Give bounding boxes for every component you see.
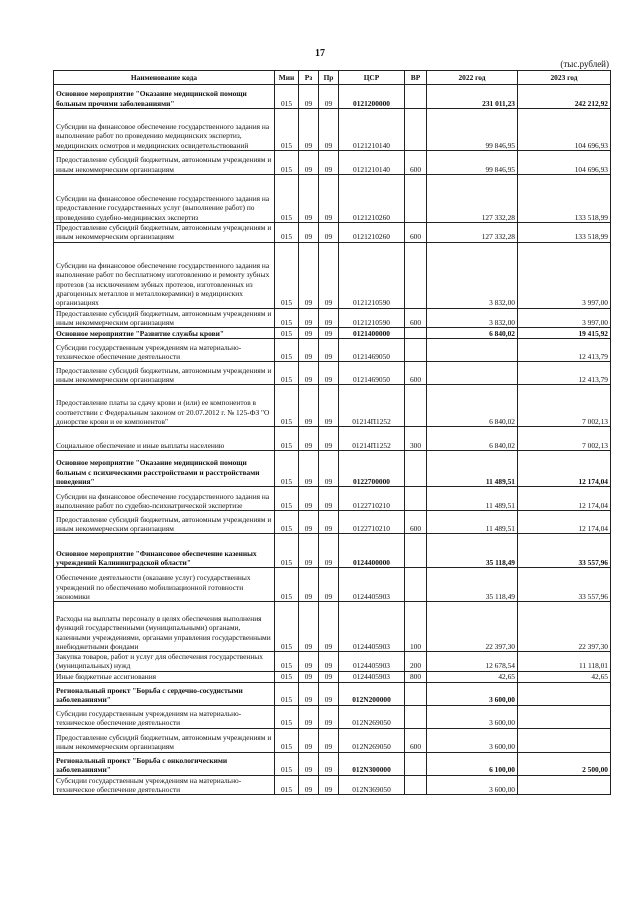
row-vr bbox=[405, 487, 427, 511]
row-rz: 09 bbox=[299, 308, 319, 328]
row-vr bbox=[405, 328, 427, 339]
row-min: 015 bbox=[275, 175, 299, 223]
table-row bbox=[54, 339, 611, 362]
row-vr bbox=[405, 339, 427, 362]
row-rz: 09 bbox=[299, 568, 319, 602]
row-2023: 104 696,93 bbox=[518, 151, 611, 175]
row-2022: 35 118,49 bbox=[427, 534, 518, 568]
row-min: 015 bbox=[275, 451, 299, 487]
row-min: 015 bbox=[275, 682, 299, 705]
row-name: Субсидии государственным учреждениям на материально-техническое обеспечение деятельности bbox=[54, 775, 275, 795]
header-col-vr: ВР bbox=[405, 71, 427, 85]
row-rz: 09 bbox=[299, 427, 319, 451]
table-header-row bbox=[54, 71, 611, 85]
row-name: Предоставление субсидий бюджетным, автономным учреждениям и иным некоммерческим организациям bbox=[54, 223, 275, 243]
row-pr: 09 bbox=[319, 705, 339, 728]
row-2022: 3 600,00 bbox=[427, 728, 518, 752]
row-csr: 0124405903 bbox=[339, 568, 405, 602]
row-2023: 3 997,00 bbox=[518, 308, 611, 328]
row-csr: 0124405903 bbox=[339, 671, 405, 682]
row-csr: 0124405903 bbox=[339, 652, 405, 672]
row-2023: 11 118,01 bbox=[518, 652, 611, 672]
table-row bbox=[54, 705, 611, 728]
row-rz: 09 bbox=[299, 223, 319, 243]
row-2022 bbox=[427, 339, 518, 362]
row-2023: 33 557,96 bbox=[518, 534, 611, 568]
row-2022: 3 600,00 bbox=[427, 775, 518, 795]
row-2022: 99 846,95 bbox=[427, 109, 518, 151]
row-2023: 133 518,99 bbox=[518, 223, 611, 243]
row-2023: 12 174,04 bbox=[518, 451, 611, 487]
row-2022: 6 840,02 bbox=[427, 427, 518, 451]
row-name: Предоставление субсидий бюджетным, автономным учреждениям и иным некоммерческим организациям bbox=[54, 308, 275, 328]
row-pr: 09 bbox=[319, 728, 339, 752]
row-csr: 01214П1252 bbox=[339, 427, 405, 451]
row-name: Основное мероприятие "Оказание медицинской помощи больным с психическими расстройствами и расстройствами поведения" bbox=[54, 451, 275, 487]
row-2022: 6 840,02 bbox=[427, 328, 518, 339]
row-rz: 09 bbox=[299, 328, 319, 339]
row-csr: 012N369050 bbox=[339, 775, 405, 795]
row-2023 bbox=[518, 728, 611, 752]
row-2023: 104 696,93 bbox=[518, 109, 611, 151]
row-name: Субсидии государственным учреждениям на материально-техническое обеспечение деятельности bbox=[54, 705, 275, 728]
header-col-min: Мин bbox=[275, 71, 299, 85]
row-2023: 242 212,92 bbox=[518, 85, 611, 109]
budget-table bbox=[53, 70, 611, 795]
row-vr: 800 bbox=[405, 671, 427, 682]
header-col-csr: ЦСР bbox=[339, 71, 405, 85]
row-2023: 22 397,30 bbox=[518, 602, 611, 652]
row-2022: 3 832,00 bbox=[427, 242, 518, 308]
row-min: 015 bbox=[275, 652, 299, 672]
row-csr: 0121210260 bbox=[339, 175, 405, 223]
header-col-pr: Пр bbox=[319, 71, 339, 85]
row-csr: 0121469050 bbox=[339, 339, 405, 362]
row-rz: 09 bbox=[299, 487, 319, 511]
row-2022: 11 489,51 bbox=[427, 511, 518, 534]
row-2023 bbox=[518, 705, 611, 728]
row-pr: 09 bbox=[319, 451, 339, 487]
row-2022: 6 840,02 bbox=[427, 385, 518, 427]
row-csr: 0124400000 bbox=[339, 534, 405, 568]
table-row bbox=[54, 682, 611, 705]
row-2022: 11 489,51 bbox=[427, 451, 518, 487]
row-rz: 09 bbox=[299, 109, 319, 151]
row-vr bbox=[405, 752, 427, 775]
row-vr bbox=[405, 705, 427, 728]
row-pr: 09 bbox=[319, 427, 339, 451]
row-min: 015 bbox=[275, 339, 299, 362]
row-vr bbox=[405, 385, 427, 427]
row-min: 015 bbox=[275, 752, 299, 775]
row-name: Региональный проект "Борьба с онкологическими заболеваниями" bbox=[54, 752, 275, 775]
row-csr: 012N200000 bbox=[339, 682, 405, 705]
row-min: 015 bbox=[275, 775, 299, 795]
page-number: 17 bbox=[315, 48, 325, 59]
table-row bbox=[54, 242, 611, 308]
row-csr: 012N269050 bbox=[339, 705, 405, 728]
row-vr bbox=[405, 775, 427, 795]
row-2022: 99 846,95 bbox=[427, 151, 518, 175]
row-min: 015 bbox=[275, 151, 299, 175]
row-pr: 09 bbox=[319, 362, 339, 385]
row-name: Субсидии государственным учреждениям на материально-техническое обеспечение деятельности bbox=[54, 339, 275, 362]
row-vr bbox=[405, 534, 427, 568]
row-min: 015 bbox=[275, 511, 299, 534]
row-2023: 12 174,04 bbox=[518, 487, 611, 511]
row-csr: 0121469050 bbox=[339, 362, 405, 385]
row-pr: 09 bbox=[319, 775, 339, 795]
row-pr: 09 bbox=[319, 308, 339, 328]
row-pr: 09 bbox=[319, 671, 339, 682]
row-2022: 42,65 bbox=[427, 671, 518, 682]
row-pr: 09 bbox=[319, 652, 339, 672]
row-min: 015 bbox=[275, 328, 299, 339]
row-pr: 09 bbox=[319, 511, 339, 534]
table-row bbox=[54, 602, 611, 652]
row-2022: 3 832,00 bbox=[427, 308, 518, 328]
row-2023: 133 518,99 bbox=[518, 175, 611, 223]
row-min: 015 bbox=[275, 568, 299, 602]
row-csr: 012N269050 bbox=[339, 728, 405, 752]
table-row bbox=[54, 728, 611, 752]
row-2022: 3 600,00 bbox=[427, 705, 518, 728]
row-name: Закупка товаров, работ и услуг для обеспечения государственных (муниципальных) нужд bbox=[54, 652, 275, 672]
row-pr: 09 bbox=[319, 109, 339, 151]
row-vr bbox=[405, 568, 427, 602]
row-name: Субсидии на финансовое обеспечение государственного задания на выполнение работ по бесплатному изготовлению и ремонту зубных протезов (за исключением зубных протезов, изготовленных из драгоценных металлов и металлокерамики) в медицинских организациях bbox=[54, 242, 275, 308]
row-min: 015 bbox=[275, 385, 299, 427]
row-vr bbox=[405, 242, 427, 308]
table-row bbox=[54, 151, 611, 175]
row-2023: 12 174,04 bbox=[518, 511, 611, 534]
row-vr bbox=[405, 85, 427, 109]
row-min: 015 bbox=[275, 109, 299, 151]
row-2023: 12 413,79 bbox=[518, 362, 611, 385]
row-name: Социальное обеспечение и иные выплаты населению bbox=[54, 427, 275, 451]
header-col-name: Наименование кода bbox=[54, 71, 275, 85]
row-pr: 09 bbox=[319, 339, 339, 362]
row-rz: 09 bbox=[299, 242, 319, 308]
row-csr: 0121210590 bbox=[339, 308, 405, 328]
row-pr: 09 bbox=[319, 223, 339, 243]
row-vr: 600 bbox=[405, 151, 427, 175]
row-min: 015 bbox=[275, 85, 299, 109]
row-csr: 012N300000 bbox=[339, 752, 405, 775]
row-2023: 42,65 bbox=[518, 671, 611, 682]
row-name: Предоставление субсидий бюджетным, автономным учреждениям и иным некоммерческим организациям bbox=[54, 151, 275, 175]
row-rz: 09 bbox=[299, 652, 319, 672]
row-rz: 09 bbox=[299, 451, 319, 487]
row-name: Предоставление субсидий бюджетным, автономным учреждениям и иным некоммерческим организациям bbox=[54, 362, 275, 385]
row-csr: 0122710210 bbox=[339, 511, 405, 534]
row-vr: 200 bbox=[405, 652, 427, 672]
row-min: 015 bbox=[275, 487, 299, 511]
row-name: Основное мероприятие "Развитие службы крови" bbox=[54, 328, 275, 339]
row-name: Иные бюджетные ассигнования bbox=[54, 671, 275, 682]
row-name: Предоставление субсидий бюджетным, автономным учреждениям и иным некоммерческим организациям bbox=[54, 728, 275, 752]
row-min: 015 bbox=[275, 602, 299, 652]
row-2023: 12 413,79 bbox=[518, 339, 611, 362]
table-row bbox=[54, 487, 611, 511]
row-2023: 3 997,00 bbox=[518, 242, 611, 308]
units-label: (тыс.рублей) bbox=[560, 59, 609, 69]
row-2023 bbox=[518, 682, 611, 705]
row-2023: 33 557,96 bbox=[518, 568, 611, 602]
row-rz: 09 bbox=[299, 671, 319, 682]
table-row bbox=[54, 427, 611, 451]
row-rz: 09 bbox=[299, 705, 319, 728]
table-row bbox=[54, 752, 611, 775]
table-row bbox=[54, 85, 611, 109]
row-min: 015 bbox=[275, 308, 299, 328]
row-pr: 09 bbox=[319, 752, 339, 775]
row-vr: 600 bbox=[405, 308, 427, 328]
row-csr: 0121400000 bbox=[339, 328, 405, 339]
table-row bbox=[54, 109, 611, 151]
row-name: Расходы на выплаты персоналу в целях обеспечения выполнения функций государственными (муниципальными) органами, казенными учреждениями, органами управления государственными внебюджетными фондами bbox=[54, 602, 275, 652]
row-pr: 09 bbox=[319, 487, 339, 511]
row-csr: 01214П1252 bbox=[339, 385, 405, 427]
row-vr bbox=[405, 451, 427, 487]
table-row bbox=[54, 223, 611, 243]
row-2022: 22 397,30 bbox=[427, 602, 518, 652]
row-name: Основное мероприятие "Оказание медицинской помощи больным прочими заболеваниями" bbox=[54, 85, 275, 109]
row-name: Субсидии на финансовое обеспечение государственного задания на выполнение работ по проведению медицинских экспертиз, медицинских осмотров и медицинских освидетельствований bbox=[54, 109, 275, 151]
row-csr: 0122700000 bbox=[339, 451, 405, 487]
row-rz: 09 bbox=[299, 752, 319, 775]
row-2022: 12 678,54 bbox=[427, 652, 518, 672]
row-pr: 09 bbox=[319, 242, 339, 308]
table-row bbox=[54, 568, 611, 602]
row-2022: 3 600,00 bbox=[427, 682, 518, 705]
table-row bbox=[54, 385, 611, 427]
row-min: 015 bbox=[275, 223, 299, 243]
table-row bbox=[54, 451, 611, 487]
table-row bbox=[54, 328, 611, 339]
row-rz: 09 bbox=[299, 85, 319, 109]
row-rz: 09 bbox=[299, 775, 319, 795]
table-row bbox=[54, 175, 611, 223]
table-row bbox=[54, 511, 611, 534]
row-rz: 09 bbox=[299, 511, 319, 534]
row-csr: 0121210590 bbox=[339, 242, 405, 308]
row-vr: 600 bbox=[405, 223, 427, 243]
row-csr: 0121200000 bbox=[339, 85, 405, 109]
row-min: 015 bbox=[275, 728, 299, 752]
row-2022: 231 011,23 bbox=[427, 85, 518, 109]
row-pr: 09 bbox=[319, 175, 339, 223]
row-min: 015 bbox=[275, 362, 299, 385]
row-min: 015 bbox=[275, 705, 299, 728]
row-2022: 127 332,28 bbox=[427, 223, 518, 243]
row-rz: 09 bbox=[299, 534, 319, 568]
row-pr: 09 bbox=[319, 682, 339, 705]
header-col-2022: 2022 год bbox=[427, 71, 518, 85]
row-name: Предоставление субсидий бюджетным, автономным учреждениям и иным некоммерческим организациям bbox=[54, 511, 275, 534]
row-pr: 09 bbox=[319, 385, 339, 427]
row-rz: 09 bbox=[299, 385, 319, 427]
row-csr: 0122710210 bbox=[339, 487, 405, 511]
row-csr: 0121210140 bbox=[339, 151, 405, 175]
row-csr: 0121210260 bbox=[339, 223, 405, 243]
row-pr: 09 bbox=[319, 328, 339, 339]
row-rz: 09 bbox=[299, 682, 319, 705]
row-2023: 2 500,00 bbox=[518, 752, 611, 775]
row-pr: 09 bbox=[319, 151, 339, 175]
row-vr: 300 bbox=[405, 427, 427, 451]
row-vr bbox=[405, 175, 427, 223]
row-name: Обеспечение деятельности (оказание услуг) государственных учреждений по обеспечению мобилизационной готовности экономики bbox=[54, 568, 275, 602]
row-csr: 0124405903 bbox=[339, 602, 405, 652]
table-body bbox=[54, 85, 611, 795]
row-name: Основное мероприятие "Финансовое обеспечение казенных учреждений Калининградской области" bbox=[54, 534, 275, 568]
table-row bbox=[54, 775, 611, 795]
row-name: Субсидии на финансовое обеспечение государственного задания на предоставление государственных услуг (выполнение работ) по проведению судебно-медицинских экспертиз bbox=[54, 175, 275, 223]
row-2022: 11 489,51 bbox=[427, 487, 518, 511]
row-rz: 09 bbox=[299, 362, 319, 385]
row-min: 015 bbox=[275, 427, 299, 451]
row-2022: 35 118,49 bbox=[427, 568, 518, 602]
table-row bbox=[54, 534, 611, 568]
header-col-rz: Рз bbox=[299, 71, 319, 85]
row-2023: 19 415,92 bbox=[518, 328, 611, 339]
table-row bbox=[54, 362, 611, 385]
row-name: Субсидии на финансовое обеспечение государственного задания на выполнение работ по судебно-психиатрической экспертизе bbox=[54, 487, 275, 511]
row-vr: 600 bbox=[405, 511, 427, 534]
row-2023 bbox=[518, 775, 611, 795]
row-name: Региональный проект "Борьба с сердечно-сосудистыми заболеваниями" bbox=[54, 682, 275, 705]
table-row bbox=[54, 308, 611, 328]
row-2023: 7 002,13 bbox=[518, 385, 611, 427]
row-rz: 09 bbox=[299, 339, 319, 362]
row-vr: 600 bbox=[405, 728, 427, 752]
row-name: Предоставление платы за сдачу крови и (или) ее компонентов в соответствии с Федеральным законом от 20.07.2012 г. № 125-ФЗ "О донорстве крови и ее компонентов" bbox=[54, 385, 275, 427]
row-2022 bbox=[427, 362, 518, 385]
row-pr: 09 bbox=[319, 85, 339, 109]
row-vr bbox=[405, 109, 427, 151]
row-rz: 09 bbox=[299, 151, 319, 175]
row-pr: 09 bbox=[319, 534, 339, 568]
row-2022: 127 332,28 bbox=[427, 175, 518, 223]
table-row bbox=[54, 652, 611, 672]
row-pr: 09 bbox=[319, 602, 339, 652]
row-rz: 09 bbox=[299, 175, 319, 223]
row-min: 015 bbox=[275, 534, 299, 568]
row-2023: 7 002,13 bbox=[518, 427, 611, 451]
row-min: 015 bbox=[275, 671, 299, 682]
row-2022: 6 100,00 bbox=[427, 752, 518, 775]
row-vr bbox=[405, 682, 427, 705]
table-row bbox=[54, 671, 611, 682]
row-rz: 09 bbox=[299, 728, 319, 752]
row-min: 015 bbox=[275, 242, 299, 308]
row-pr: 09 bbox=[319, 568, 339, 602]
row-vr: 100 bbox=[405, 602, 427, 652]
row-vr: 600 bbox=[405, 362, 427, 385]
row-csr: 0121210140 bbox=[339, 109, 405, 151]
row-rz: 09 bbox=[299, 602, 319, 652]
header-col-2023: 2023 год bbox=[518, 71, 611, 85]
